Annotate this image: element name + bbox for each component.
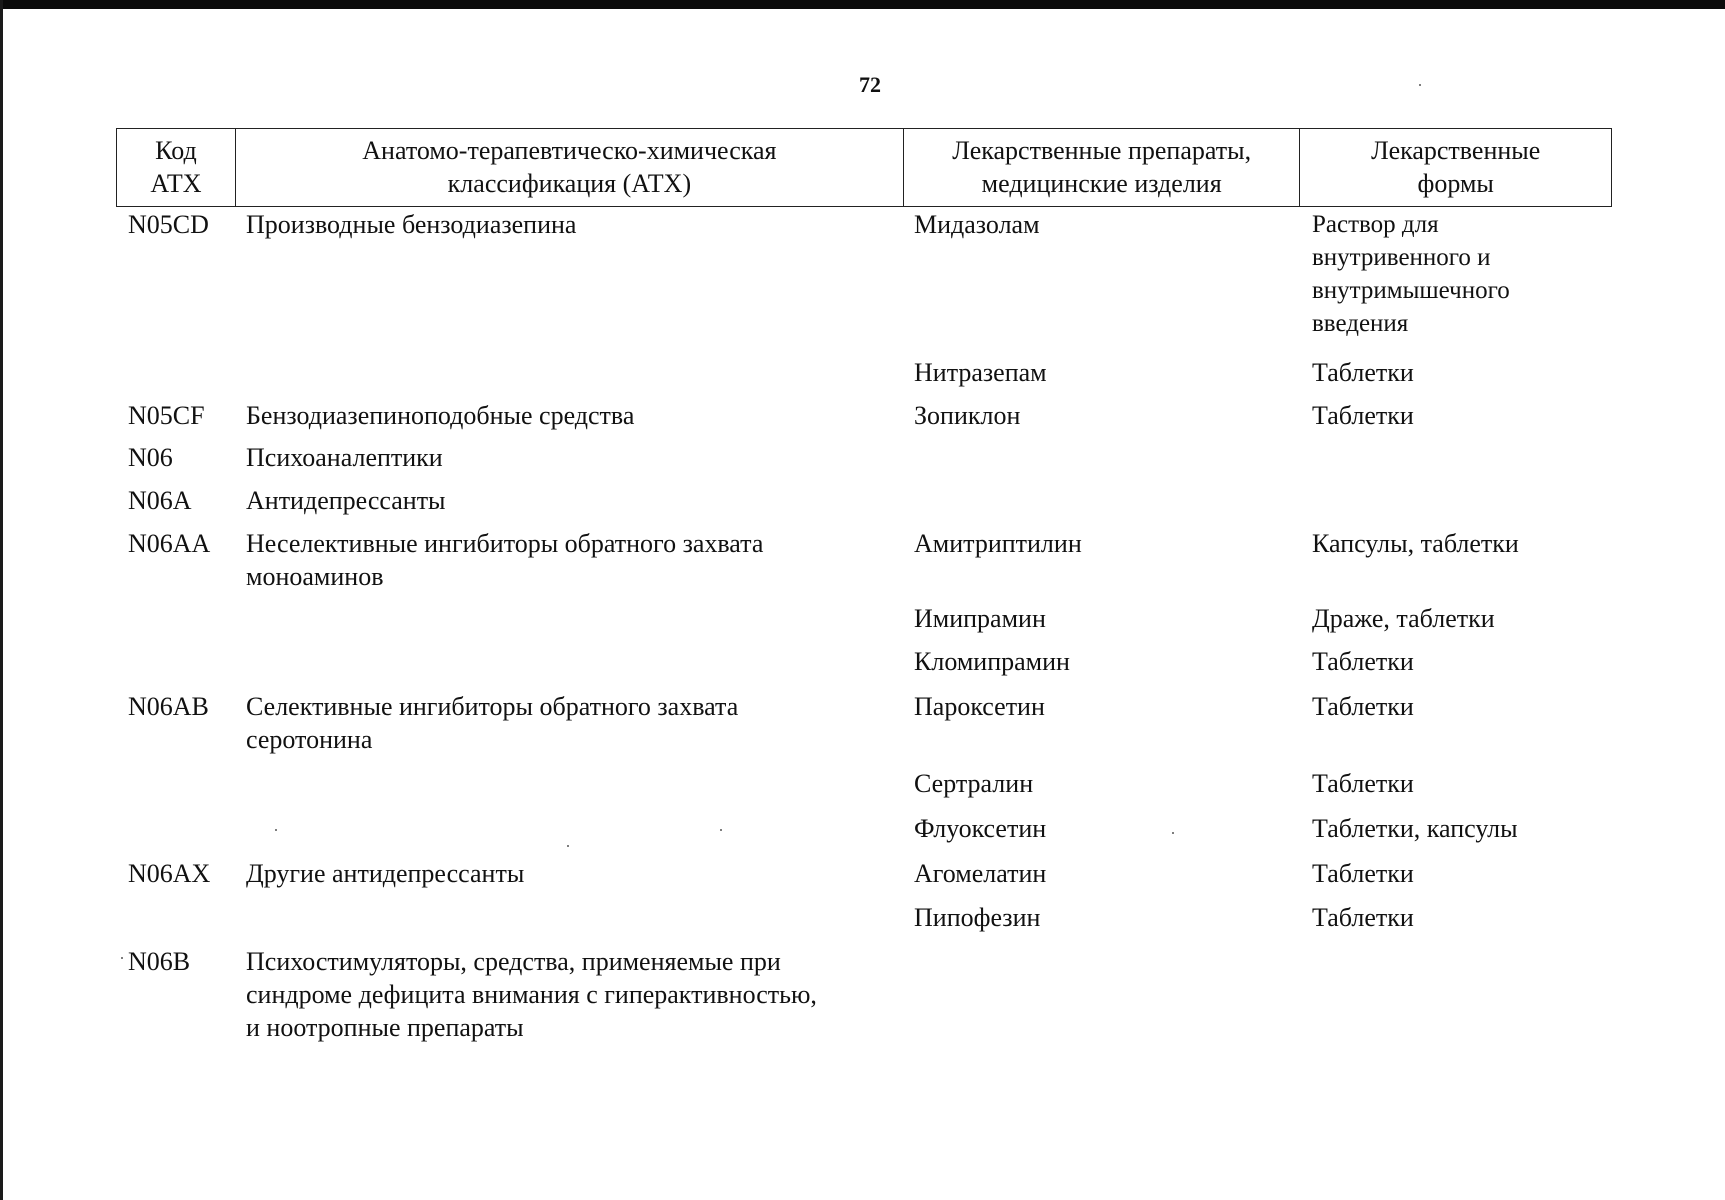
form-line: Драже, таблетки bbox=[1312, 604, 1495, 633]
atx-line: Другие антидепрессанты bbox=[246, 859, 525, 888]
form-line: Капсулы, таблетки bbox=[1312, 529, 1519, 558]
header-atx-classification bbox=[236, 129, 904, 206]
cell-dosage-form bbox=[1312, 399, 1602, 432]
atx-line: и ноотропные препараты bbox=[246, 1013, 524, 1042]
scan-speck bbox=[567, 845, 569, 847]
header-drugs-line2: медицинские изделия bbox=[981, 168, 1222, 198]
form-line: Таблетки bbox=[1312, 692, 1414, 721]
cell-drug: Нитразепам bbox=[914, 358, 1047, 387]
form-line: Таблетки, капсулы bbox=[1312, 814, 1518, 843]
table-header bbox=[116, 128, 1612, 207]
cell-drug: Сертралин bbox=[914, 769, 1034, 798]
form-line: Таблетки bbox=[1312, 358, 1414, 387]
header-forms-line1: Лекарственные bbox=[1371, 135, 1541, 165]
cell-atx-code: N06B bbox=[128, 947, 191, 976]
form-line: Раствор для bbox=[1312, 211, 1439, 238]
atx-line: Антидепрессанты bbox=[246, 486, 446, 515]
scan-border-top bbox=[0, 0, 1725, 9]
scan-speck bbox=[121, 957, 123, 959]
cell-drug: Пароксетин bbox=[914, 692, 1045, 721]
atx-line: серотонина bbox=[246, 725, 373, 754]
cell-drug: Мидазолам bbox=[914, 210, 1040, 239]
form-line: Таблетки bbox=[1312, 769, 1414, 798]
cell-atx-code: N06AB bbox=[128, 692, 209, 721]
scan-speck bbox=[275, 829, 277, 831]
cell-atx-code: N05CD bbox=[128, 210, 209, 239]
form-line: введения bbox=[1312, 310, 1409, 337]
cell-atx-classification bbox=[246, 690, 896, 756]
header-code-line1: Код bbox=[155, 135, 197, 165]
cell-dosage-form bbox=[1312, 645, 1602, 678]
header-drugs-line1: Лекарственные препараты, bbox=[952, 135, 1252, 165]
cell-dosage-form bbox=[1312, 690, 1602, 723]
cell-drug: Кломипрамин bbox=[914, 647, 1070, 676]
atx-line: Производные бензодиазепина bbox=[246, 210, 577, 239]
cell-atx-classification bbox=[246, 484, 896, 517]
atx-line: Бензодиазепиноподобные средства bbox=[246, 401, 635, 430]
header-forms-line2: формы bbox=[1417, 168, 1494, 198]
cell-atx-classification bbox=[246, 527, 896, 593]
header-dosage-forms bbox=[1300, 129, 1611, 206]
cell-dosage-form bbox=[1312, 857, 1602, 890]
cell-drug: Имипрамин bbox=[914, 604, 1046, 633]
scan-border-left bbox=[0, 0, 3, 1200]
scan-speck bbox=[720, 829, 722, 831]
cell-atx-classification bbox=[246, 945, 896, 1044]
header-code-atx bbox=[117, 129, 236, 206]
form-line: Таблетки bbox=[1312, 647, 1414, 676]
cell-atx-classification bbox=[246, 208, 896, 241]
cell-drug: Агомелатин bbox=[914, 859, 1047, 888]
cell-drug: Амитриптилин bbox=[914, 529, 1082, 558]
header-atx-line2: классификация (АТХ) bbox=[447, 168, 692, 198]
cell-drug: Пипофезин bbox=[914, 903, 1041, 932]
cell-atx-code: N06AA bbox=[128, 529, 211, 558]
header-code-line2: АТХ bbox=[150, 168, 202, 198]
scan-speck bbox=[1172, 832, 1174, 834]
cell-atx-classification bbox=[246, 441, 896, 474]
atx-line: Селективные ингибиторы обратного захвата bbox=[246, 692, 739, 721]
atx-line: Психоаналептики bbox=[246, 443, 443, 472]
cell-dosage-form bbox=[1312, 767, 1602, 800]
scan-speck bbox=[1419, 84, 1421, 86]
cell-atx-classification bbox=[246, 399, 896, 432]
atx-line: Психостимуляторы, средства, применяемые при bbox=[246, 947, 781, 976]
cell-drug: Флуоксетин bbox=[914, 814, 1047, 843]
cell-dosage-form bbox=[1312, 527, 1602, 560]
header-atx-line1: Анатомо-терапевтическо-химическая bbox=[362, 135, 777, 165]
cell-atx-code: N05CF bbox=[128, 401, 205, 430]
form-line: внутривенного и bbox=[1312, 244, 1491, 271]
form-line: Таблетки bbox=[1312, 401, 1414, 430]
form-line: Таблетки bbox=[1312, 859, 1414, 888]
atx-line: моноаминов bbox=[246, 562, 384, 591]
cell-dosage-form bbox=[1312, 356, 1602, 389]
form-line: Таблетки bbox=[1312, 903, 1414, 932]
form-line: внутримышечного bbox=[1312, 277, 1510, 304]
cell-atx-classification bbox=[246, 857, 896, 890]
cell-drug: Зопиклон bbox=[914, 401, 1021, 430]
atx-line: синдроме дефицита внимания с гиперактивностью, bbox=[246, 980, 817, 1009]
page-number: 72 bbox=[859, 72, 881, 97]
cell-dosage-form bbox=[1312, 812, 1602, 845]
header-drugs bbox=[904, 129, 1300, 206]
cell-atx-code: N06 bbox=[128, 443, 173, 472]
atx-line: Неселективные ингибиторы обратного захвата bbox=[246, 529, 764, 558]
cell-dosage-form bbox=[1312, 901, 1602, 934]
cell-dosage-form bbox=[1312, 602, 1602, 635]
cell-dosage-form bbox=[1312, 208, 1602, 340]
cell-atx-code: N06A bbox=[128, 486, 192, 515]
cell-atx-code: N06AX bbox=[128, 859, 211, 888]
